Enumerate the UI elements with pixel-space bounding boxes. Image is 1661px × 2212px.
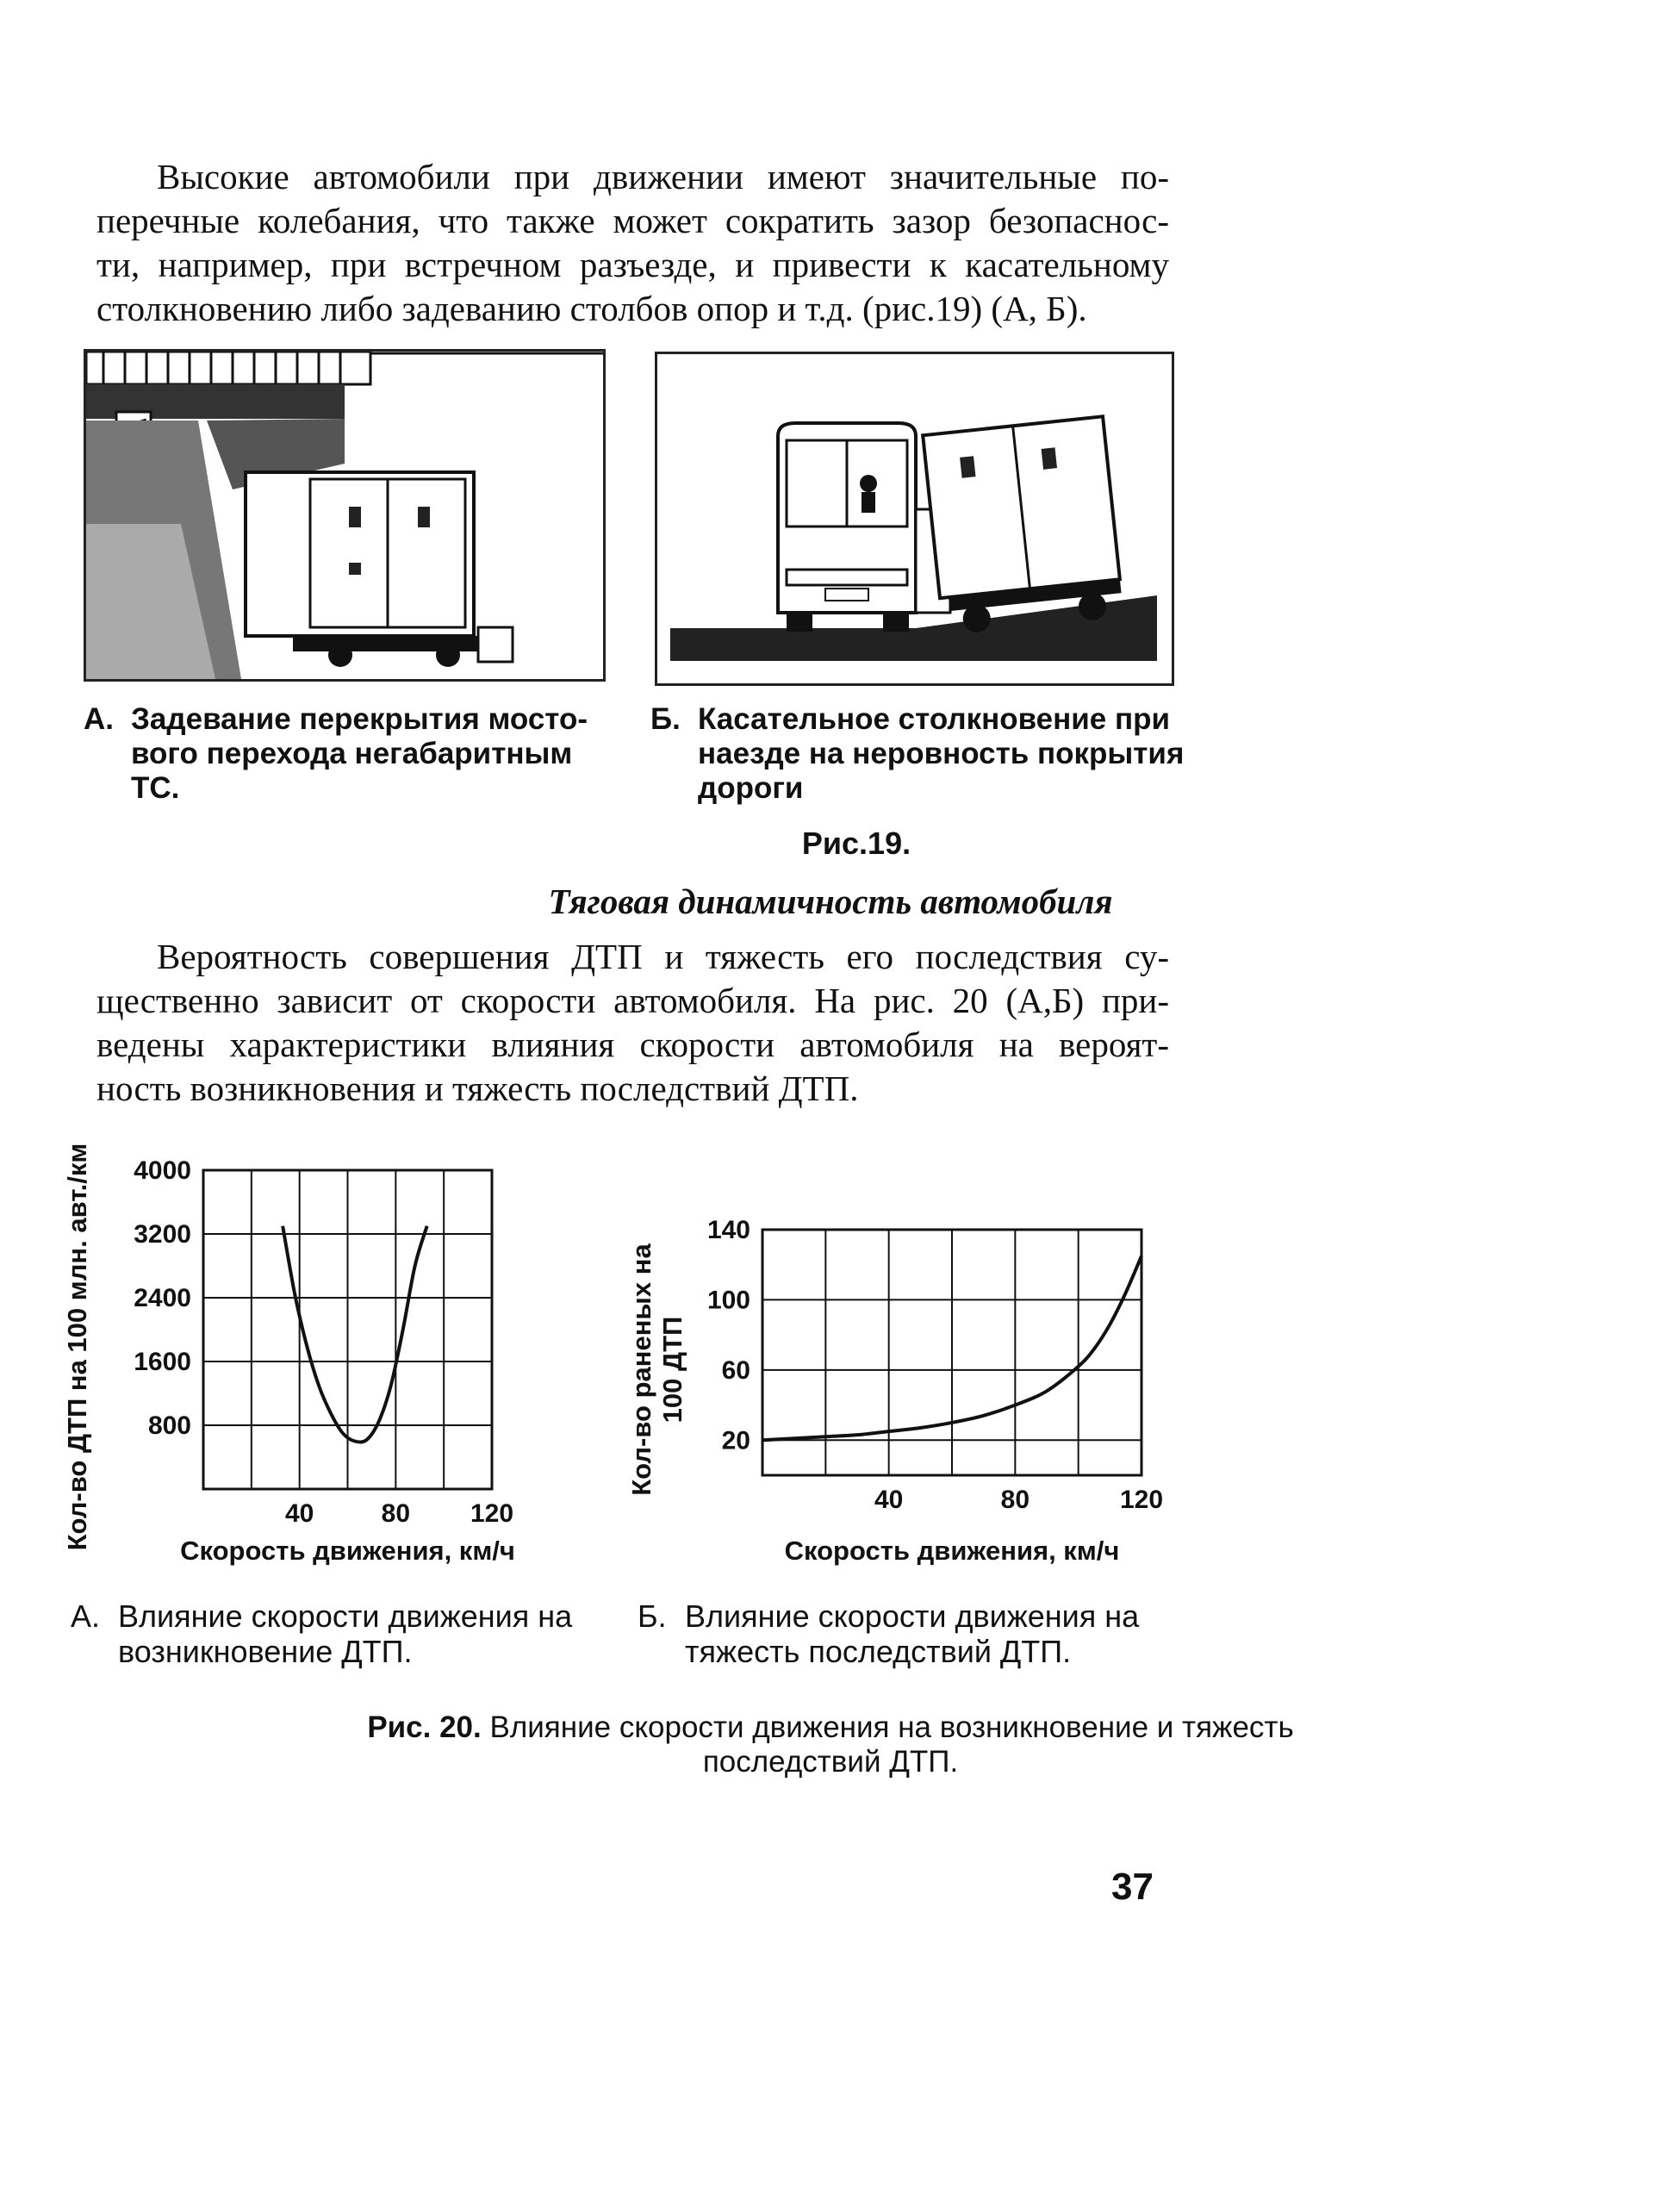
paragraph-line: перечные колебания, что также может сократить зазор безопаснос- <box>96 201 1169 240</box>
caption-line: вого перехода негабаритным <box>131 737 573 770</box>
x-axis-label: Скорость движения, км/ч <box>180 1536 515 1566</box>
paragraph-line: столкновению либо задеванию столбов опор и т.д. (рис.19) (А, Б). <box>96 289 1087 328</box>
figure-20b-caption <box>638 1598 1223 1676</box>
y-tick-label: 2400 <box>134 1284 191 1312</box>
x-tick-label: 80 <box>1000 1486 1030 1514</box>
paragraph-2 <box>96 935 1169 1111</box>
figure-20a-caption <box>71 1598 656 1676</box>
y-tick-label: 20 <box>721 1426 750 1455</box>
caption-line: Касательное столкновение при <box>698 702 1171 736</box>
x-tick-label: 120 <box>470 1499 514 1528</box>
chart-b <box>620 1198 1189 1594</box>
paragraph-line: Вероятность совершения ДТП и тяжесть его последствия су- <box>157 937 1169 976</box>
figure-20-title-line2: последствий ДТП. <box>702 1745 959 1779</box>
y-axis-label-line: 100 ДТП <box>657 1316 687 1424</box>
figure-19-title: Рис.19. <box>801 826 911 861</box>
figure-20-title-text: Влияние скорости движения на возникновение и тяжесть <box>481 1710 1294 1744</box>
caption-letter: А. <box>84 702 114 736</box>
y-tick-label: 140 <box>706 1216 750 1244</box>
caption-letter: Б. <box>650 702 681 736</box>
x-tick-label: 40 <box>284 1499 314 1528</box>
section-heading: Тяговая динамичность автомобиля <box>548 882 1113 921</box>
figure-19b-caption <box>650 702 1202 814</box>
caption-line: дороги <box>698 771 804 805</box>
paragraph-line: ти, например, при встречном разъезде, и привести к касательному <box>96 245 1169 284</box>
paragraph-line: ведены характеристики влияния скорости автомобиля на вероят- <box>96 1025 1169 1064</box>
paragraph-1 <box>96 155 1169 331</box>
caption-line: наезде на неровность покрытия <box>698 737 1185 770</box>
caption-line: Задевание перекрытия мосто- <box>131 702 588 736</box>
y-axis-label: Кол-во ДТП на 100 млн. авт./км <box>62 1143 92 1551</box>
y-tick-label: 100 <box>706 1286 750 1315</box>
chart-a <box>60 1112 629 1594</box>
caption-letter: Б. <box>638 1598 667 1634</box>
page-number: 37 <box>1111 1866 1154 1908</box>
bus-truck-collision-image <box>657 354 1172 683</box>
truck-under-bridge-image <box>86 352 603 679</box>
caption-line: тяжесть последствий ДТП. <box>685 1634 1072 1669</box>
paragraph-line: щественно зависит от скорости автомобиля. На рис. 20 (А,Б) при- <box>96 981 1169 1020</box>
y-tick-label: 3200 <box>134 1220 191 1249</box>
paragraph-line: Высокие автомобили при движении имеют значительные по- <box>157 157 1169 196</box>
figure-20-title <box>0 1710 1661 1779</box>
y-tick-label: 800 <box>147 1411 191 1440</box>
x-axis-label: Скорость движения, км/ч <box>784 1536 1120 1566</box>
y-tick-label: 1600 <box>134 1348 191 1376</box>
figure-19a-illustration <box>84 349 606 682</box>
x-tick-label: 80 <box>381 1499 411 1528</box>
caption-line: Влияние скорости движения на <box>685 1598 1140 1634</box>
y-tick-label: 60 <box>721 1355 750 1385</box>
figure-19b-illustration <box>655 352 1174 686</box>
y-axis-label <box>626 1243 687 1496</box>
figure-20-title-label: Рис. 20. <box>367 1710 482 1744</box>
caption-line: ТС. <box>131 771 180 805</box>
caption-letter: А. <box>71 1598 101 1634</box>
x-tick-label: 120 <box>1119 1486 1164 1514</box>
x-tick-label: 40 <box>874 1486 904 1514</box>
y-axis-label-line: Кол-во раненых на <box>626 1243 656 1496</box>
paragraph-line: ность возникновения и тяжесть последствий ДТП. <box>96 1069 859 1108</box>
caption-line: возникновение ДТП. <box>118 1634 413 1669</box>
y-tick-label: 4000 <box>134 1156 191 1185</box>
figure-19a-caption <box>84 702 635 814</box>
caption-line: Влияние скорости движения на <box>118 1598 573 1634</box>
